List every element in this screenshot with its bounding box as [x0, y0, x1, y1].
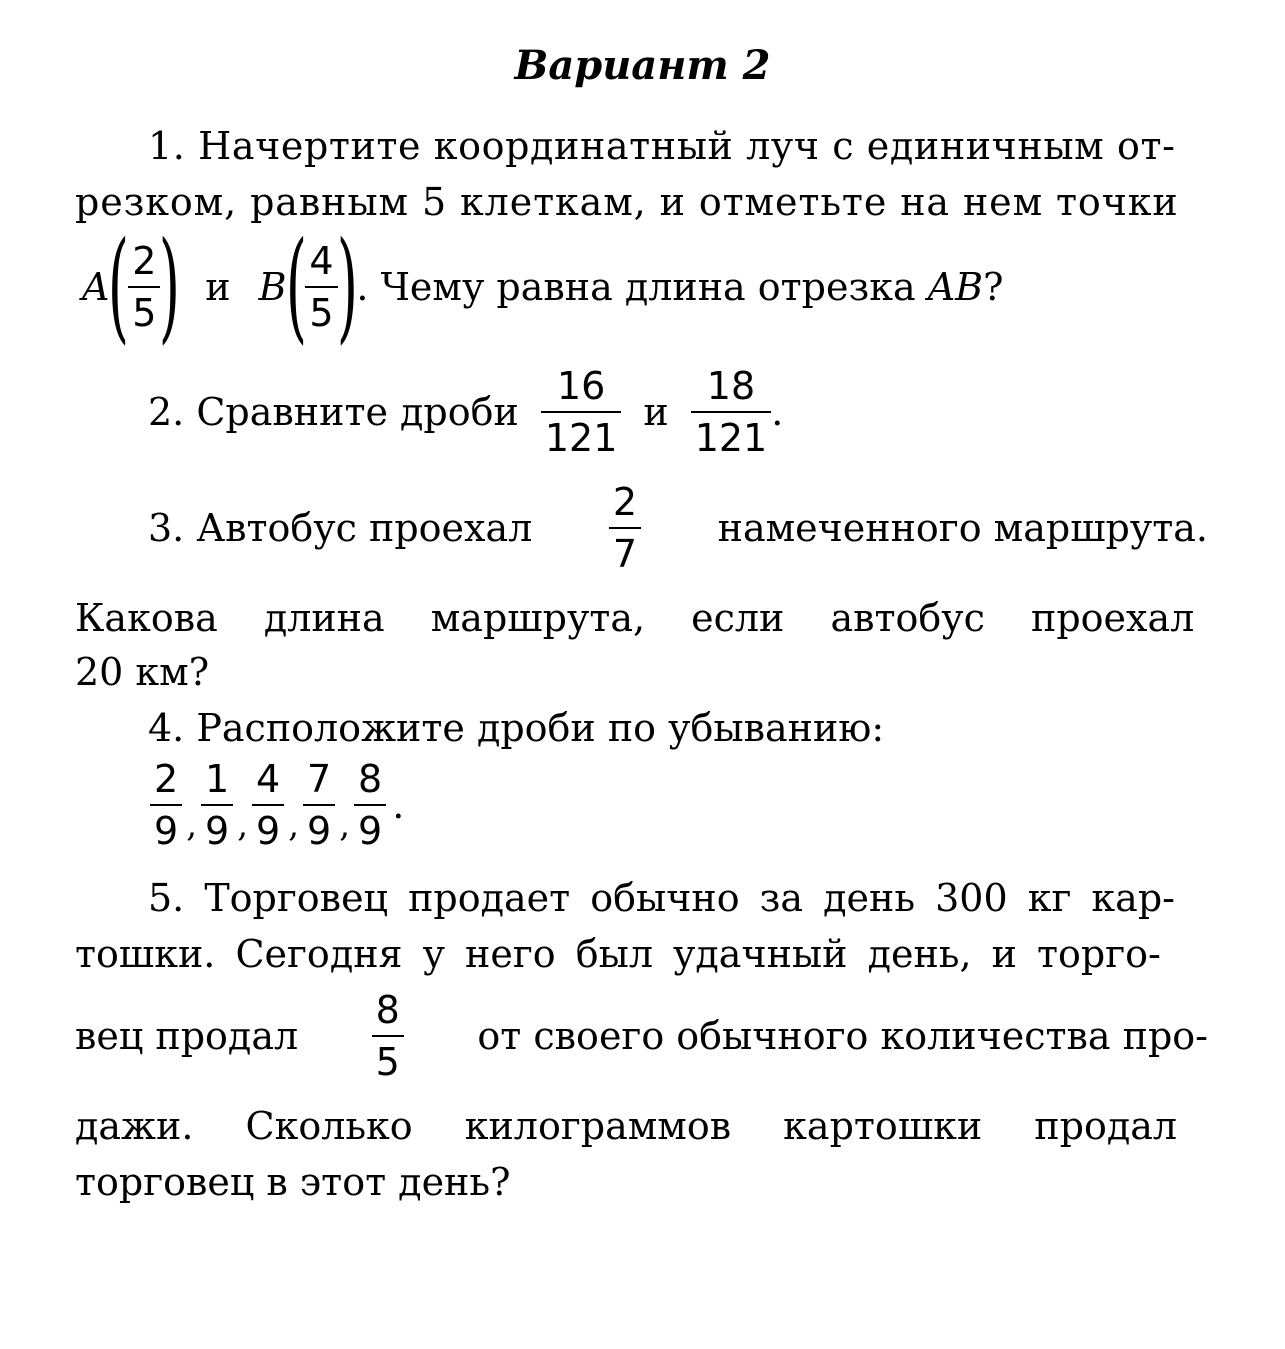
task1-and: и: [205, 265, 231, 309]
fraction-numerator: 16: [556, 364, 606, 408]
fraction-bar: [354, 804, 386, 806]
task5-text-line5: торговец в этот день?: [75, 1160, 511, 1204]
task2-end: .: [771, 390, 784, 434]
segment-label: AB: [927, 265, 984, 309]
task5-line5: [75, 1158, 1208, 1206]
point-a-label: A: [82, 265, 110, 309]
task1-text-line1: 1. Начертите координатный луч с единичным от-: [148, 124, 1176, 168]
task2-prefix: 2. Сравните дроби: [148, 390, 519, 434]
fraction-numerator: 7: [307, 757, 332, 801]
fraction-denominator: 9: [205, 809, 230, 853]
fraction-numerator: 2: [154, 757, 179, 801]
task3-prefix: 3. Автобус проехал: [148, 506, 533, 550]
fraction-numerator: 4: [256, 757, 281, 801]
task5-line3-suffix: от своего обычного количества про-: [477, 1014, 1208, 1058]
fraction-18-121: [691, 364, 772, 460]
fraction-2-7: [609, 480, 641, 576]
comma: ,: [237, 805, 248, 845]
task2-and: и: [643, 390, 669, 434]
fraction-denominator: 121: [544, 416, 618, 460]
fraction-a-denominator: 5: [132, 291, 157, 335]
task1-line1: [148, 122, 1208, 170]
task3-text-line2: Какова длина маршрута, если автобус проехал: [75, 596, 1195, 640]
task5-text-line2: тошки. Сегодня у него был удачный день, и торго-: [75, 932, 1161, 976]
fraction-b-denominator: 5: [309, 291, 334, 335]
fraction-bar: [305, 286, 337, 288]
task3-line2: [75, 594, 1208, 642]
task5-line4: [75, 1102, 1208, 1150]
fraction-denominator: 121: [694, 416, 768, 460]
fraction-numerator: 2: [612, 480, 638, 524]
fraction-denominator: 5: [375, 1040, 400, 1084]
fraction-numerator: 8: [358, 757, 383, 801]
task5-text-line1: 5. Торговец продает обычно за день 300 кг кар-: [148, 876, 1176, 920]
fraction-a-numerator: 2: [132, 239, 157, 283]
task3-text-line3: 20 км?: [75, 650, 210, 694]
comma: ,: [288, 805, 299, 845]
task1-line2: [75, 178, 1208, 226]
fraction-bar: [372, 1035, 404, 1037]
fraction-denominator: 7: [612, 532, 638, 576]
task5-line3: [75, 984, 1208, 1088]
paren-open-a: (: [108, 217, 130, 356]
task1-text-line2: резком, равным 5 клеткам, и отметьте на нем точки: [75, 180, 1179, 224]
fraction-8-5: [372, 988, 404, 1084]
fraction-2-9: [150, 757, 182, 853]
task4-end: .: [392, 783, 405, 827]
fraction-denominator: 9: [307, 809, 332, 853]
fraction-denominator: 9: [358, 809, 383, 853]
task5-line3-prefix: вец продал: [75, 1014, 299, 1058]
fraction-denominator: 9: [256, 809, 281, 853]
point-b-label: B: [258, 265, 287, 309]
fraction-4-9: [252, 757, 284, 853]
fraction-numerator: 1: [205, 757, 230, 801]
fraction-bar: [303, 804, 335, 806]
fraction-numerator: 18: [706, 364, 756, 408]
task4-fraction-sequence: [150, 757, 405, 853]
task4-line1: [148, 704, 1208, 752]
fraction-numerator: 8: [375, 988, 400, 1032]
paren-open-b: (: [285, 217, 307, 356]
fraction-8-9: [354, 757, 386, 853]
task5-text-line4: дажи. Сколько килограммов картошки продал: [75, 1104, 1178, 1148]
task1-question: . Чему равна длина отрезка: [356, 265, 928, 309]
fraction-bar: [128, 286, 160, 288]
comma: ,: [186, 805, 197, 845]
fraction-bar: [691, 411, 772, 413]
fraction-bar: [541, 411, 622, 413]
paren-close-a: ): [159, 217, 181, 356]
fraction-bar: [609, 527, 641, 529]
task5-line1: [148, 874, 1208, 922]
variant-title: Вариант 2: [514, 42, 771, 89]
fraction-16-121: [541, 364, 622, 460]
fraction-bar: [201, 804, 233, 806]
task4-prefix: 4. Расположите дроби по убыванию:: [148, 706, 885, 750]
task3-suffix: намеченного маршрута.: [717, 506, 1208, 550]
fraction-a: [128, 239, 160, 335]
fraction-b-numerator: 4: [309, 239, 334, 283]
task1-qmark: ?: [983, 265, 1004, 309]
comma: ,: [339, 805, 350, 845]
fraction-denominator: 9: [154, 809, 179, 853]
task3-line1: [148, 478, 1208, 578]
task2-line: [148, 362, 1208, 462]
paren-close-b: ): [336, 217, 358, 356]
fraction-bar: [252, 804, 284, 806]
task5-line2: [75, 930, 1208, 978]
fraction-bar: [150, 804, 182, 806]
fraction-1-9: [201, 757, 233, 853]
fraction-b: [305, 239, 337, 335]
task3-line3: [75, 648, 1208, 696]
fraction-7-9: [303, 757, 335, 853]
task1-line3: [82, 217, 1208, 356]
